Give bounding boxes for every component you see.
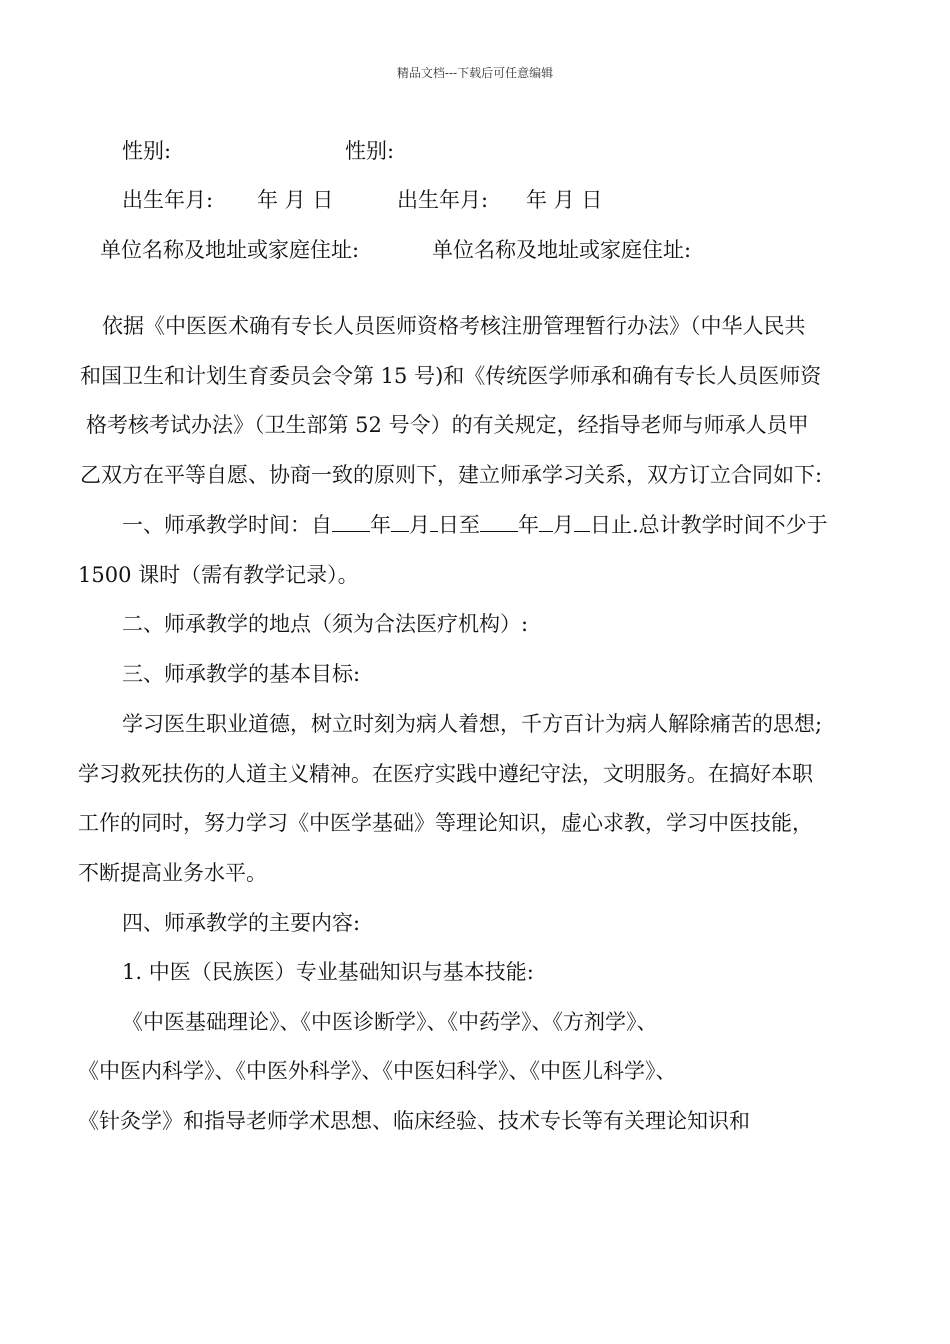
section-1-line-1 [122,511,828,539]
address-label-b: 单位名称及地址或家庭住址: [432,238,692,262]
section-1-day-to: 日至 [438,513,480,537]
section-2-heading: 二、师承教学的地点（须为合法医疗机构）: [122,612,529,636]
intro-line-2: 和国卫生和计划生育委员会令第 15 号)和《传统医学师承和确有专长人员医师资 [80,364,822,388]
section-1-month-a: 月 [409,513,430,537]
section-3-text-3: 工作的同时，努力学习《中医学基础》等理论知识，虚心求教，学习中医技能， [78,811,813,835]
gender-label-b: 性别: [345,139,395,163]
page-header: 精品文档---下载后可任意编辑 [396,66,554,80]
birth-label-b: 出生年月: [397,188,489,212]
section-1-month-b: 月 [553,513,574,537]
blank-start-day [430,511,438,532]
birth-label-a: 出生年月: [122,188,214,212]
intro-line-4: 乙双方在平等自愿、协商一致的原则下，建立师承学习关系，双方订立合同如下: [80,463,823,487]
section-3-text-2: 学习救死扶伤的人道主义精神。在医疗实践中遵纪守法，文明服务。在搞好本职 [78,762,813,786]
section-4-heading: 四、师承教学的主要内容: [122,911,361,935]
section-1-suffix: 日止.总计教学时间不少于 [590,513,828,537]
section-4-item-1: 1. 中医（民族医）专业基础知识与基本技能: [122,960,534,984]
section-1-year-b: 年 [518,513,539,537]
section-3-heading: 三、师承教学的基本目标: [122,662,361,686]
intro-line-1: 依据《中医医术确有专长人员医师资格考核注册管理暂行办法》（中华人民共 [102,314,806,338]
blank-end-year [480,511,518,532]
section-4-books-1: 《中医基础理论》、《中医诊断学》、《中药学》、《方剂学》、 [122,1010,658,1034]
birth-date-a: 年 月 日 [257,188,334,212]
blank-start-year [332,511,370,532]
section-1-year-a: 年 [370,513,391,537]
section-3-text-1: 学习医生职业道德，树立时刻为病人着想，千方百计为病人解除痛苦的思想; [122,712,823,736]
birth-date-b: 年 月 日 [526,188,603,212]
section-3-text-4: 不断提高业务水平。 [78,861,267,885]
section-1-line-2: 1500 课时（需有教学记录）。 [78,563,359,587]
blank-end-month [539,511,553,532]
address-label-a: 单位名称及地址或家庭住址: [100,238,360,262]
section-4-books-3: 《针灸学》和指导老师学术思想、临床经验、技术专长等有关理论知识和 [78,1109,750,1133]
blank-end-day [574,511,590,532]
intro-line-3: 格考核考试办法》（卫生部第 52 号令）的有关规定，经指导老师与师承人员甲 [86,413,809,437]
section-1-prefix: 一、师承教学时间：自 [122,513,332,537]
blank-start-month [391,511,409,532]
section-4-books-2: 《中医内科学》、《中医外科学》、《中医妇科学》、《中医儿科学》、 [78,1059,677,1083]
gender-label-a: 性别: [122,139,172,163]
